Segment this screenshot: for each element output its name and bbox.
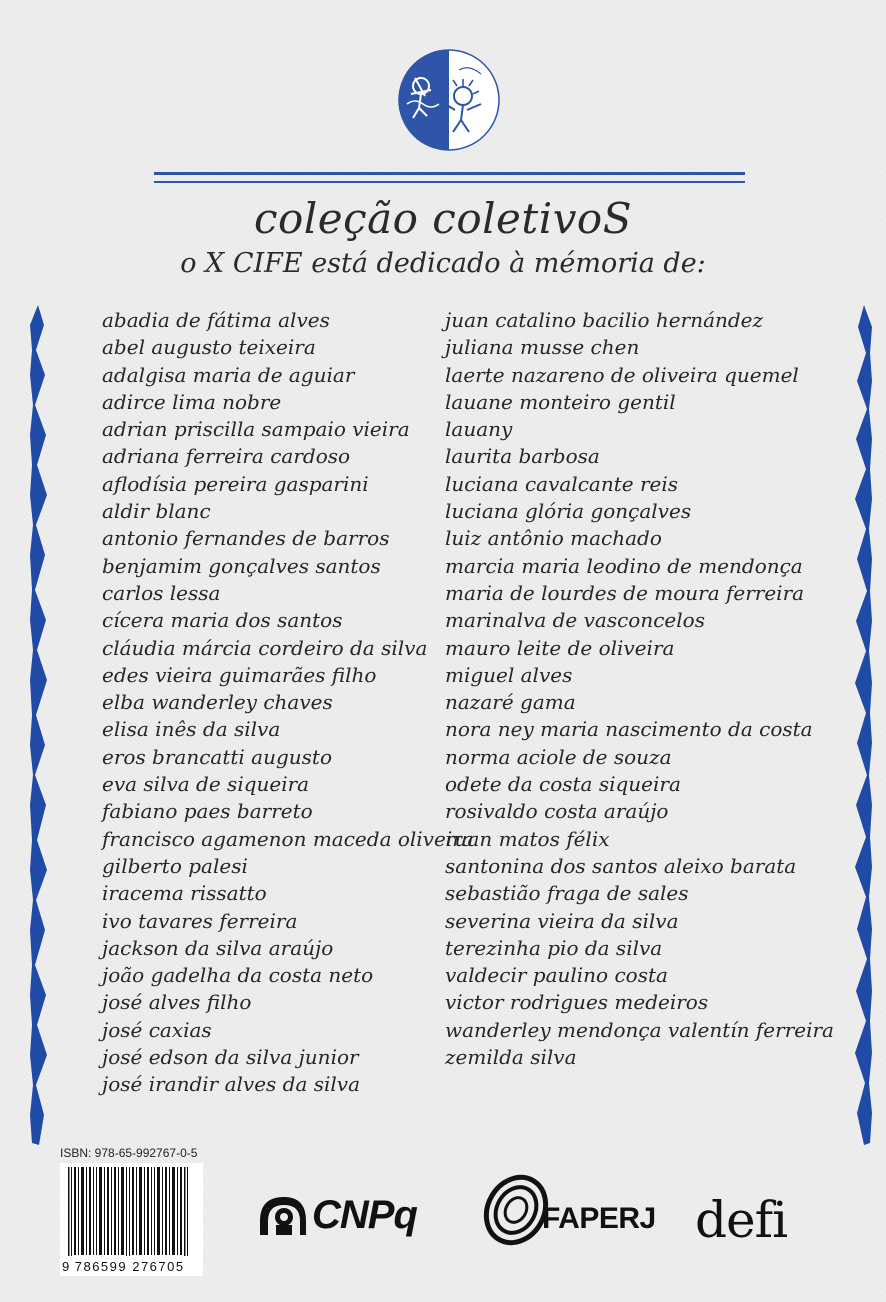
list-item: nora ney maria nascimento da costa [445, 717, 813, 742]
list-item: josé irandir alves da silva [102, 1072, 361, 1097]
list-item: mauro leite de oliveira [445, 635, 675, 660]
list-item: edes vieira guimarães filho [102, 662, 377, 687]
list-item: adalgisa maria de aguiar [102, 362, 355, 387]
list-item: luciana glória gonçalves [445, 499, 692, 524]
list-item: luiz antônio machado [445, 526, 662, 551]
collection-title: coleção coletivoS [254, 194, 632, 243]
collection-logo-icon [397, 48, 501, 152]
list-item: jackson da silva araújo [102, 935, 334, 960]
cnpq-logo-icon [256, 1191, 308, 1239]
list-item: joão gadelha da costa neto [102, 963, 374, 988]
list-item: luciana cavalcante reis [445, 471, 678, 496]
dedication-subtitle: o X CIFE está dedicado à mémoria de: [180, 248, 706, 279]
list-item: cláudia márcia cordeiro da silva [102, 635, 428, 660]
list-item: eros brancatti augusto [102, 744, 333, 769]
list-item: elisa inês da silva [102, 717, 281, 742]
left-brush-border [30, 305, 54, 1145]
isbn-label: ISBN: 978-65-992767-0-5 [60, 1146, 198, 1160]
list-item: lauany [445, 417, 513, 442]
list-item: carlos lessa [102, 580, 221, 605]
names-list-left [102, 307, 474, 1099]
header-rule-top [154, 172, 745, 175]
defi-logo [695, 1165, 805, 1249]
barcode-number: 786599 276705 [74, 1258, 185, 1274]
list-item: sebastião fraga de sales [445, 881, 689, 906]
faperj-logo [482, 1170, 682, 1250]
list-item: wanderley mendonça valentín ferreira [445, 1017, 834, 1042]
list-item: victor rodrigues medeiros [445, 990, 709, 1015]
list-item: adrian priscilla sampaio vieira [102, 417, 410, 442]
list-item: aflodísia pereira gasparini [102, 471, 369, 496]
list-item: abadia de fátima alves [102, 308, 330, 332]
list-item: josé alves filho [102, 990, 252, 1015]
barcode-digits [60, 1256, 203, 1276]
list-item: antonio fernandes de barros [102, 526, 390, 551]
names-list-right [445, 307, 834, 1071]
defi-wordmark: defi [695, 1191, 788, 1249]
list-item: gilberto palesi [102, 853, 248, 878]
list-item: marcia maria leodino de mendonça [445, 553, 803, 578]
list-item: fabiano paes barreto [102, 799, 313, 824]
list-item: juliana musse chen [445, 335, 640, 360]
list-item: lauane monteiro gentil [445, 389, 676, 414]
list-item: rosivaldo costa araújo [445, 799, 669, 824]
list-item: cícera maria dos santos [102, 608, 343, 633]
list-item: josé caxias [102, 1017, 212, 1042]
right-brush-border [848, 305, 872, 1145]
list-item: norma aciole de souza [445, 744, 672, 769]
list-item: juan catalino bacilio hernández [445, 308, 764, 332]
list-item: abel augusto teixeira [102, 335, 316, 360]
header-rule-bottom [154, 181, 745, 183]
list-item: josé edson da silva junior [102, 1045, 359, 1070]
list-item: francisco agamenon maceda oliveira [102, 826, 474, 851]
list-item: ruan matos félix [445, 826, 610, 851]
list-item: santonina dos santos aleixo barata [445, 853, 797, 878]
list-item: nazaré gama [445, 690, 576, 715]
list-item: miguel alves [445, 662, 573, 687]
cnpq-wordmark: CNPq [312, 1192, 417, 1237]
list-item: elba wanderley chaves [102, 690, 333, 715]
list-item: laerte nazareno de oliveira quemel [445, 362, 799, 387]
list-item: maria de lourdes de moura ferreira [445, 580, 805, 605]
list-item: severina vieira da silva [445, 908, 679, 933]
barcode-lead-digit: 9 [62, 1258, 71, 1274]
cnpq-logo [256, 1185, 438, 1245]
list-item: aldir blanc [102, 499, 211, 524]
list-item: odete da costa siqueira [445, 772, 681, 797]
list-item: valdecir paulino costa [445, 963, 668, 988]
list-item: marinalva de vasconcelos [445, 608, 705, 633]
list-item: terezinha pio da silva [445, 935, 663, 960]
list-item: laurita barbosa [445, 444, 600, 469]
list-item: iracema rissatto [102, 881, 267, 906]
faperj-wordmark: FAPERJ [542, 1202, 656, 1235]
list-item: benjamim gonçalves santos [102, 553, 381, 578]
list-item: ivo tavares ferreira [102, 908, 298, 933]
list-item: adriana ferreira cardoso [102, 444, 351, 469]
list-item: adirce lima nobre [102, 389, 282, 414]
list-item: zemilda silva [445, 1045, 577, 1070]
list-item: eva silva de siqueira [102, 772, 310, 797]
